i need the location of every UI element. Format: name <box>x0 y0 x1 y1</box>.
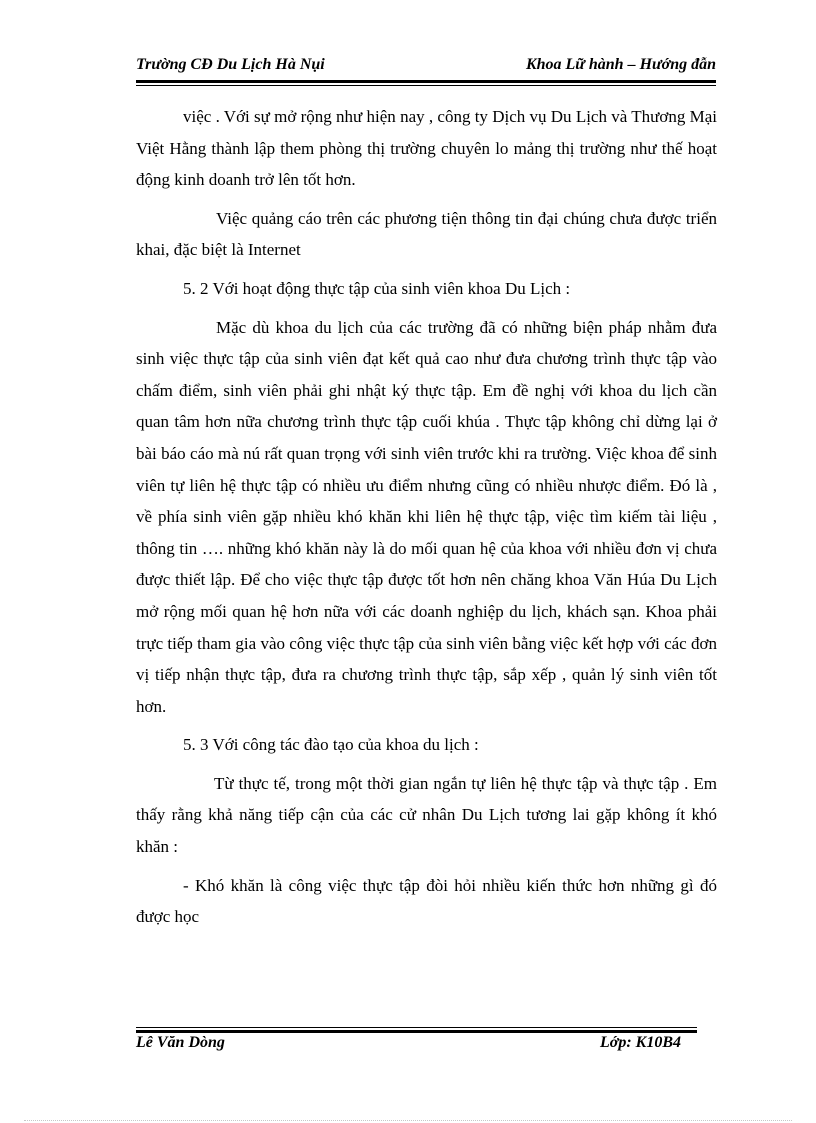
paragraph-7: - Khó khăn là công việc thực tập đòi hỏi nhiều kiến thức hơn những gì đó được học <box>136 875 717 927</box>
footer-author: Lê Văn Dòng <box>136 1034 225 1051</box>
page-footer <box>136 1034 681 1056</box>
header-school-name: Trường CĐ Du Lịch Hà Nụi <box>136 56 325 73</box>
document-body <box>136 101 717 940</box>
page-header <box>136 56 716 82</box>
paragraph-4: Mặc dù khoa du lịch của các trường đã có những biện pháp nhằm đưa sinh việc thực tập của sinh viên đạt kết quả cao như đưa chương trình thực tập vào chấm điểm, sinh viên phải ghi nhật ký thực tập. Em đề nghị với khoa du lịch cần quan tâm hơn nữa chương trình thực tập cuối khúa . Thực tập không chỉ dừng lại ở bài báo cáo mà nú rất quan trọng với sinh viên trước khi ra trường. Việc khoa để sinh viên tự liên hệ thực tập có nhiều ưu điểm nhưng cũng có nhiều nhược điểm. Đó là , về phía sinh viên gặp nhiều khó khăn khi liên hệ thực tập, việc tìm kiếm tài liệu , thông tin …. những khó khăn này là do mối quan hệ của khoa với nhiều đơn vị chưa được thiết lập. Để cho việc thực tập được tốt hơn nên chăng khoa Văn Húa Du Lịch mở rộng mối quan hệ hơn nữa với các doanh nghiệp du lịch, khách sạn. Khoa phải trực tiếp tham gia vào công việc thực tập của sinh viên bằng việc kết hợp với các đơn vị tiếp nhận thực tập, đưa ra chương trình thực tập, sắp xếp , quản lý sinh viên tốt hơn. <box>136 317 717 716</box>
section-heading-5-3: 5. 3 Với công tác đào tạo của khoa du lịch : <box>183 735 479 755</box>
page-bottom-dotted-line <box>24 1120 792 1121</box>
section-heading-5-2: 5. 2 Với hoạt động thực tập của sinh viên khoa Du Lịch : <box>183 278 571 298</box>
footer-class: Lớp: K10B4 <box>599 1034 681 1051</box>
footer-divider <box>136 1027 697 1033</box>
paragraph-1: việc . Với sự mở rộng như hiện nay , công ty Dịch vụ Du Lịch và Thương Mại Việt Hằng thành lập them phòng thị trường chuyên lo mảng thị trường như thế hoạt động kinh doanh trở lên tốt hơn. <box>136 107 717 190</box>
paragraph-2: Việc quảng cáo trên các phương tiện thông tin đại chúng chưa được triển khai, đặc biệt là Internet <box>136 208 717 260</box>
header-department: Khoa Lữ hành – Hướng đẫn <box>525 56 716 73</box>
header-divider <box>136 80 716 86</box>
paragraph-6: Từ thực tế, trong một thời gian ngắn tự liên hệ thực tập và thực tập . Em thấy rằng khả năng tiếp cận của các cử nhân Du Lịch tương lai gặp không ít khó khăn : <box>136 773 717 857</box>
